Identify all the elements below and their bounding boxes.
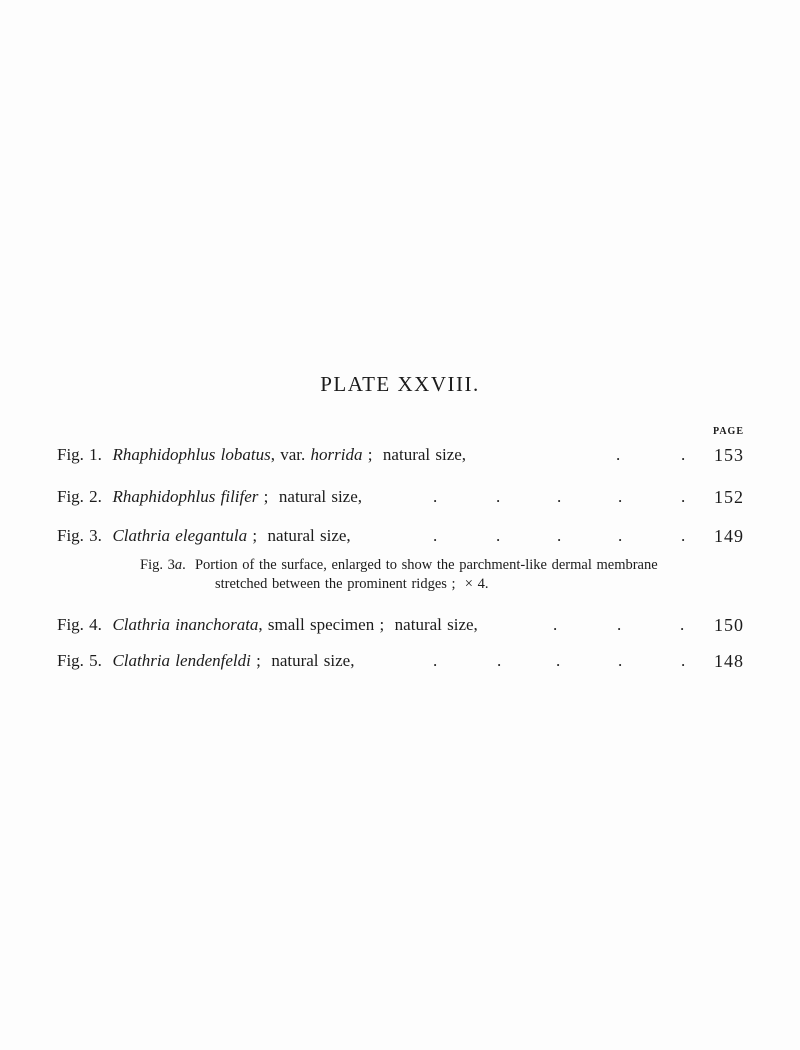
leader-dot: . — [497, 651, 502, 670]
caption-text: , small specimen ; natural size, — [258, 615, 478, 634]
caption-text: Fig. 1. — [57, 445, 113, 464]
species-name: horrida — [310, 445, 363, 464]
page-number: 153 — [714, 445, 744, 465]
species-name: Clathria inanchorata — [112, 615, 259, 634]
caption-text: Fig. 3. — [57, 526, 113, 545]
figure-entry-fig-5 — [0, 648, 800, 674]
caption-text: Fig. 5. — [57, 651, 113, 670]
leader-dot: . — [557, 487, 562, 506]
figure-caption — [57, 484, 362, 510]
species-name: a — [174, 557, 183, 573]
caption-text: . Portion of the surface, enlarged to show the parchment-like dermal membrane — [182, 557, 658, 573]
leader-dot: . — [557, 526, 562, 545]
page-column-header: PAGE — [712, 426, 744, 437]
leader-dot: . — [618, 526, 623, 545]
caption-text: ; natural size, — [258, 487, 363, 506]
leader-dot: . — [496, 526, 501, 545]
leader-dot: . — [433, 487, 438, 506]
page-number: 149 — [714, 526, 744, 546]
leader-dot: . — [433, 651, 438, 670]
leader-dot: . — [681, 445, 686, 464]
caption-text: ; natural size, — [250, 651, 355, 670]
leader-dot: . — [618, 487, 623, 506]
leader-dot: . — [617, 615, 622, 634]
leader-dot: . — [681, 651, 686, 670]
leader-dot: . — [680, 615, 685, 634]
species-name: Clathria elegantula — [112, 526, 248, 545]
figure-3a-note-line-1 — [140, 556, 658, 575]
figure-3a-note-line-2: stretched between the prominent ridges ; × 4. — [215, 576, 489, 592]
figure-caption — [57, 648, 354, 674]
plate-title: PLATE XXVIII. — [320, 372, 480, 396]
figure-entry-fig-4 — [0, 612, 800, 638]
caption-text: Fig. 4. — [57, 615, 113, 634]
figure-entry-fig-2 — [0, 484, 800, 510]
figure-entry-fig-3 — [0, 523, 800, 549]
leader-dot: . — [616, 445, 621, 464]
page-number: 148 — [714, 651, 744, 671]
leader-dot: . — [553, 615, 558, 634]
figure-entry-fig-1 — [0, 442, 800, 468]
species-name: Rhaphidophlus filifer — [112, 487, 259, 506]
caption-text: , var. — [270, 445, 311, 464]
caption-text: ; natural size, — [362, 445, 467, 464]
caption-text: Fig. 3 — [140, 557, 175, 573]
leader-dot: . — [433, 526, 438, 545]
leader-dot: . — [681, 487, 686, 506]
figure-caption — [57, 442, 466, 468]
caption-text: Fig. 2. — [57, 487, 113, 506]
figure-caption — [57, 523, 351, 549]
page-number: 150 — [714, 615, 744, 635]
caption-text: ; natural size, — [247, 526, 351, 545]
leader-dot: . — [496, 487, 501, 506]
page-number: 152 — [714, 487, 744, 507]
figure-caption — [57, 612, 478, 638]
leader-dot: . — [681, 526, 686, 545]
species-name: Rhaphidophlus lobatus — [112, 445, 271, 464]
species-name: Clathria lendenfeldi — [112, 651, 251, 670]
leader-dot: . — [556, 651, 561, 670]
leader-dot: . — [618, 651, 623, 670]
